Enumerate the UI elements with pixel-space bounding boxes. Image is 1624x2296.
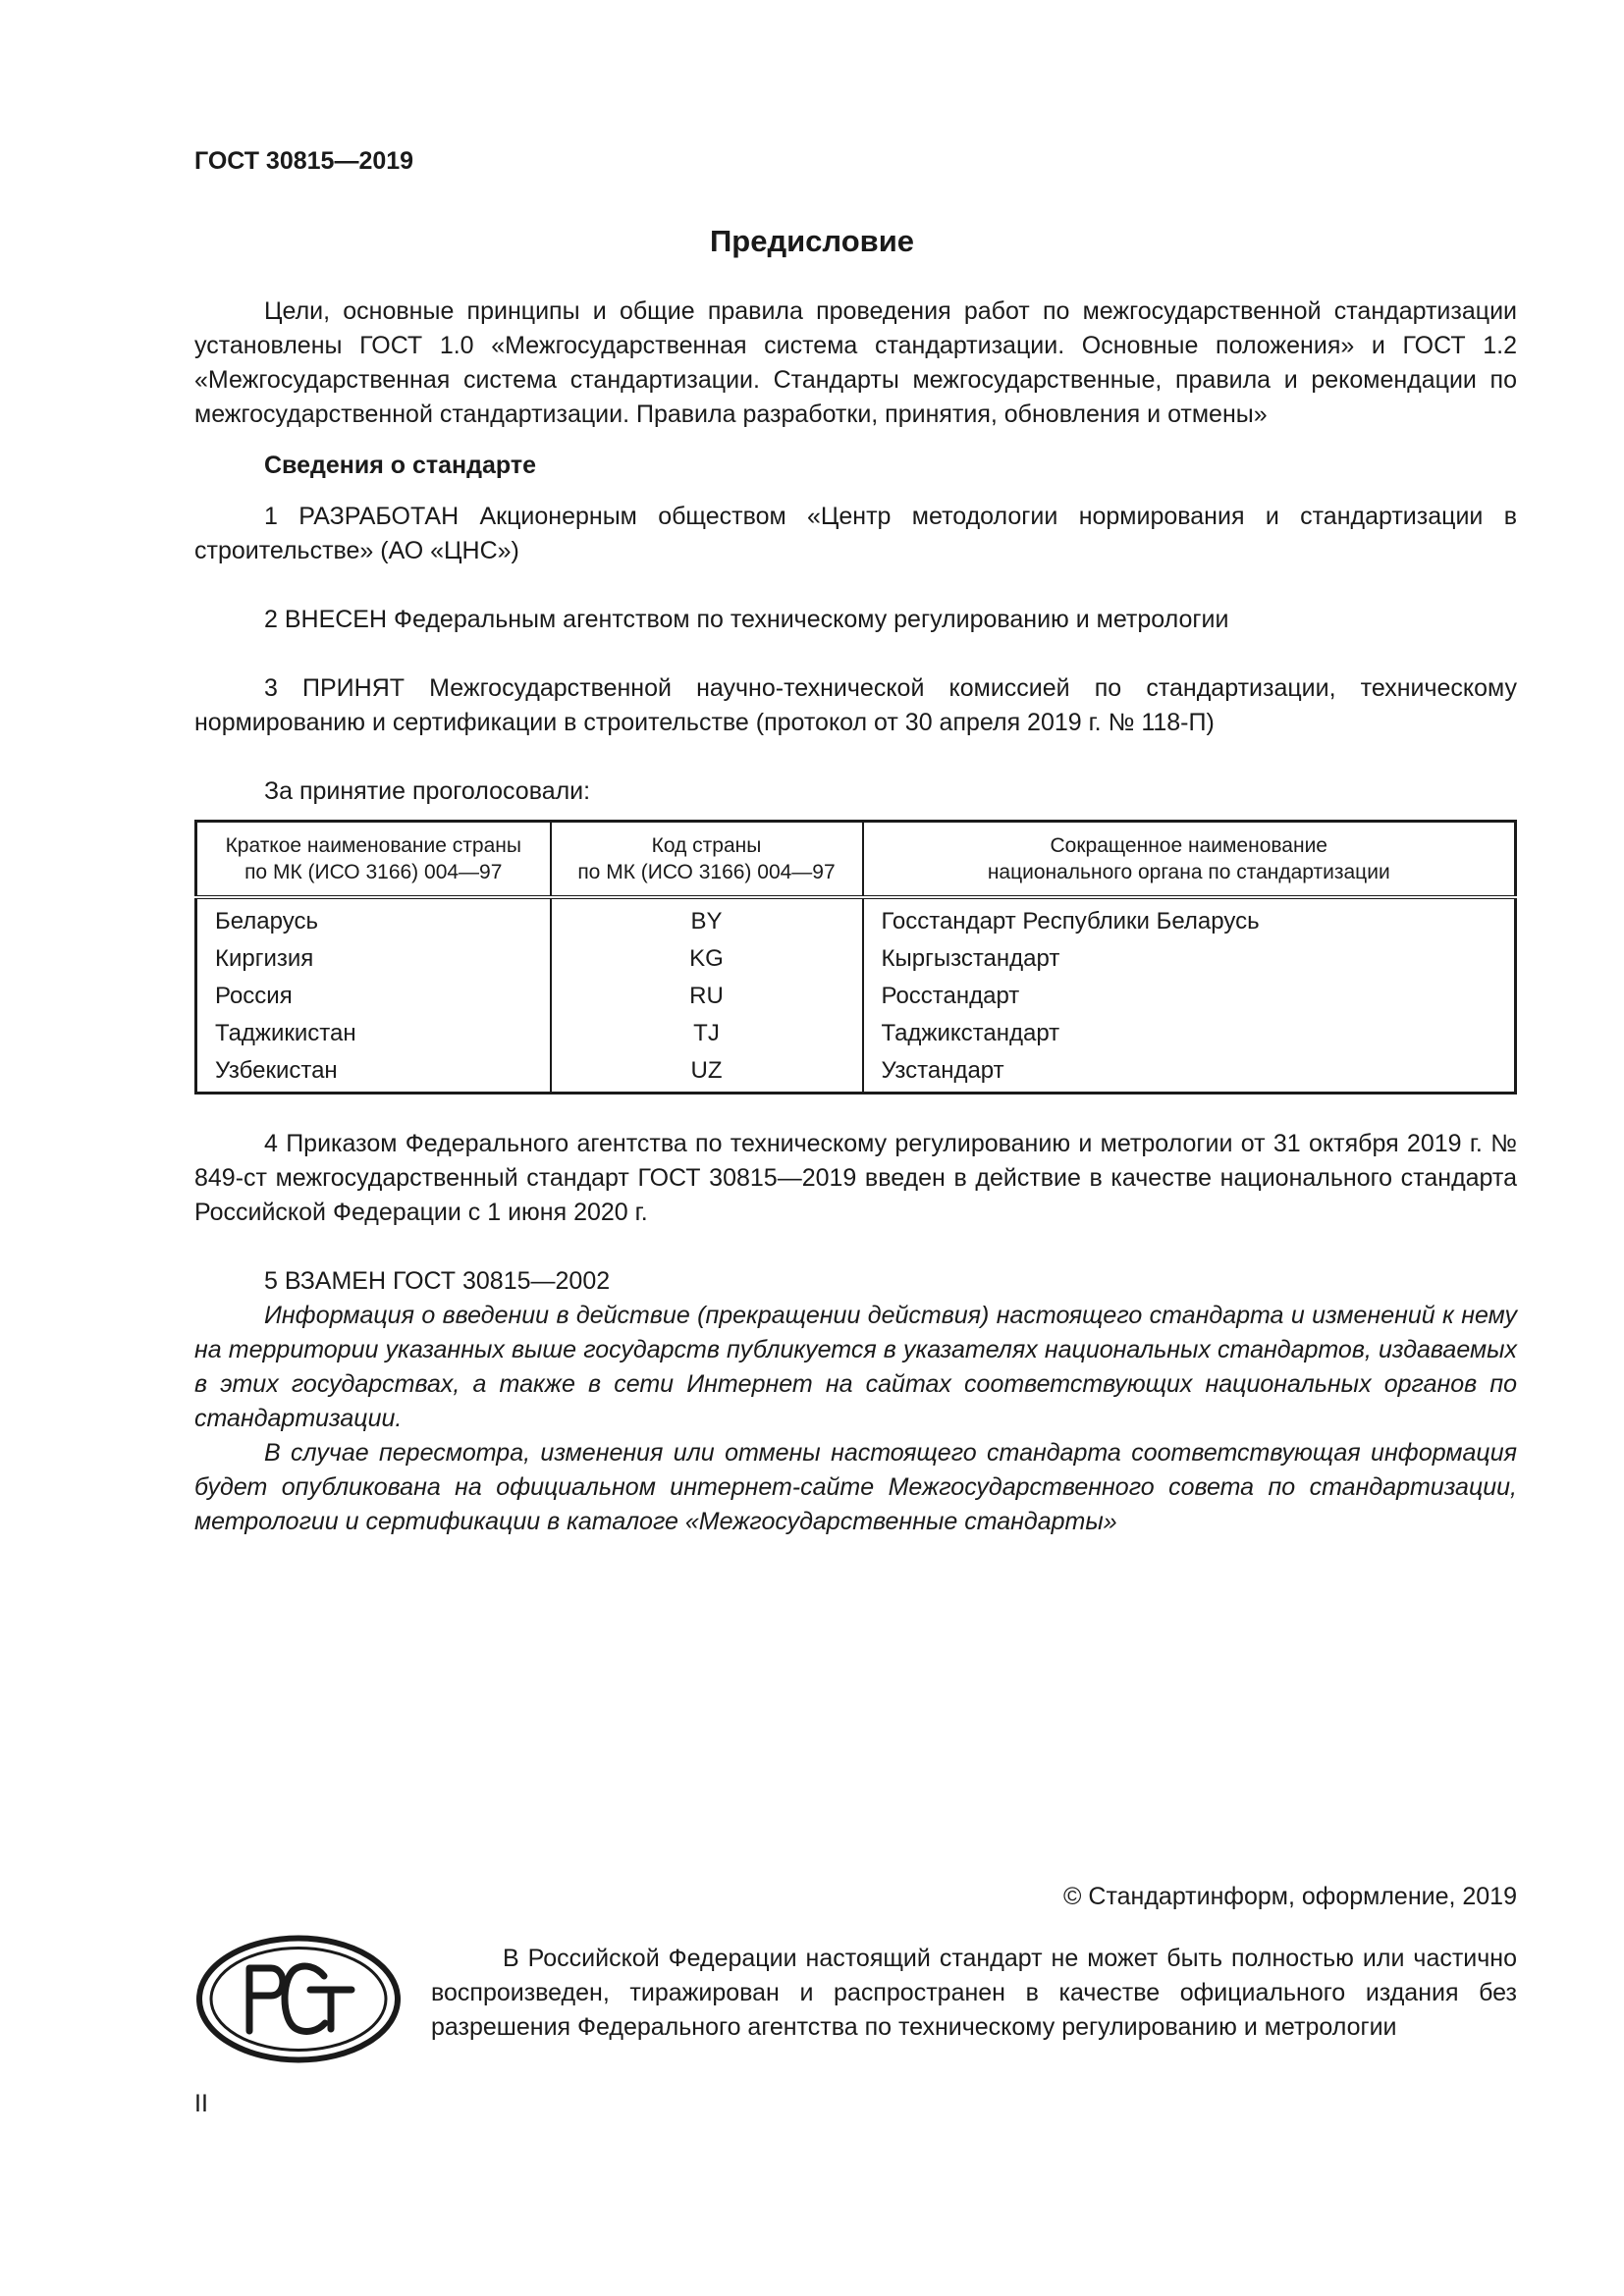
page-number: II <box>194 2090 208 2117</box>
col-header-body-line1: Сокращенное наименование <box>1050 834 1327 857</box>
col-header-country <box>196 822 551 898</box>
col-header-body <box>863 822 1516 898</box>
col-header-code-line2: по МК (ИСО 3166) 004—97 <box>577 861 836 883</box>
voting-countries-table <box>194 820 1517 1095</box>
standard-info-heading: Сведения о стандарте <box>264 452 537 479</box>
col-header-code <box>551 822 863 898</box>
doc-number-header: ГОСТ 30815—2019 <box>194 147 414 175</box>
page-title: Предисловие <box>709 224 914 258</box>
copyright-notice: © Стандартинформ, оформление, 2019 <box>1063 1883 1517 1910</box>
col-header-body-line2: национального органа по стандартизации <box>987 861 1390 883</box>
col-header-country-line2: по МК (ИСО 3166) 004—97 <box>244 861 503 883</box>
item-2-introduced: 2 ВНЕСЕН Федеральным агентством по техническому регулированию и метрологии <box>264 606 1229 633</box>
body-cell: Госстандарт Республики Беларусь <box>881 908 1260 934</box>
table-row <box>196 940 1516 978</box>
country-cell: Беларусь <box>196 897 551 940</box>
table-header-row <box>196 822 1516 898</box>
rst-logo-icon <box>194 1933 403 2070</box>
item-4-order: 4 Приказом Федерального агентства по техническому регулированию и метрологии от 31 октября 2019 г. № 849-ст межгосударственный стандарт ГОСТ 30815—2019 введен в действие в качестве национального стандарта Российской Федерации с 1 июня 2020 г. <box>194 1130 1517 1226</box>
table-row <box>196 897 1516 940</box>
country-cell: Киргизия <box>196 940 551 978</box>
code-cell: TJ <box>551 1015 863 1052</box>
table-row <box>196 1015 1516 1052</box>
body-cell: Кыргызстандарт <box>881 945 1060 972</box>
intro-paragraph: Цели, основные принципы и общие правила проведения работ по межгосударственной стандартизации установлены ГОСТ 1.0 «Межгосударственная система стандартизации. Основные положения» и ГОСТ 1.2 «Межгосударственная система стандартизации. Стандарты межгосударственные, правила и рекомендации по межгосударственной стандартизации. Правила разработки, принятия, обновления и отмены» <box>194 297 1517 428</box>
legal-notice: В Российской Федерации настоящий стандарт не может быть полностью или частично воспроизведен, тиражирован и распространен в качестве официального издания без разрешения Федерального агентства по техническому регулированию и метрологии <box>431 1945 1517 2041</box>
info-paragraph-1: Информация о введении в действие (прекращении действия) настоящего стандарта и изменений к нему на территории указанных выше государств публикуется в указателях национальных стандартов, издаваемых в этих государствах, а также в сети Интернет на сайтах соответствующих национальных органов по стандартизации. <box>194 1302 1517 1432</box>
item-1-developed: 1 РАЗРАБОТАН Акционерным обществом «Центр методологии нормирования и стандартизации в строительстве» (АО «ЦНС») <box>194 503 1517 564</box>
foreword-content <box>194 294 1517 1539</box>
country-cell: Узбекистан <box>196 1052 551 1094</box>
voting-label: За принятие проголосовали: <box>264 777 591 805</box>
info-paragraph-2: В случае пересмотра, изменения или отмены настоящего стандарта соответствующая информация будет опубликована на официальном интернет-сайте Межгосударственного совета по стандартизации, метрологии и сертификации в каталоге «Межгосударственные стандарты» <box>194 1439 1517 1535</box>
table-row <box>196 1052 1516 1094</box>
item-3-adopted: 3 ПРИНЯТ Межгосударственной научно-технической комиссией по стандартизации, техническому нормированию и сертификации в строительстве (протокол от 30 апреля 2019 г. № 118-П) <box>194 674 1517 736</box>
item-5-replaces: 5 ВЗАМЕН ГОСТ 30815—2002 <box>264 1267 611 1295</box>
country-cell: Россия <box>196 978 551 1015</box>
table-row <box>196 978 1516 1015</box>
body-cell: Таджикстандарт <box>881 1020 1060 1046</box>
code-cell: BY <box>551 897 863 940</box>
col-header-country-line1: Краткое наименование страны <box>225 834 521 857</box>
code-cell: KG <box>551 940 863 978</box>
col-header-code-line1: Код страны <box>651 834 762 857</box>
code-cell: RU <box>551 978 863 1015</box>
country-cell: Таджикистан <box>196 1015 551 1052</box>
body-cell: Росстандарт <box>881 983 1020 1009</box>
code-cell: UZ <box>551 1052 863 1094</box>
body-cell: Узстандарт <box>881 1057 1004 1084</box>
